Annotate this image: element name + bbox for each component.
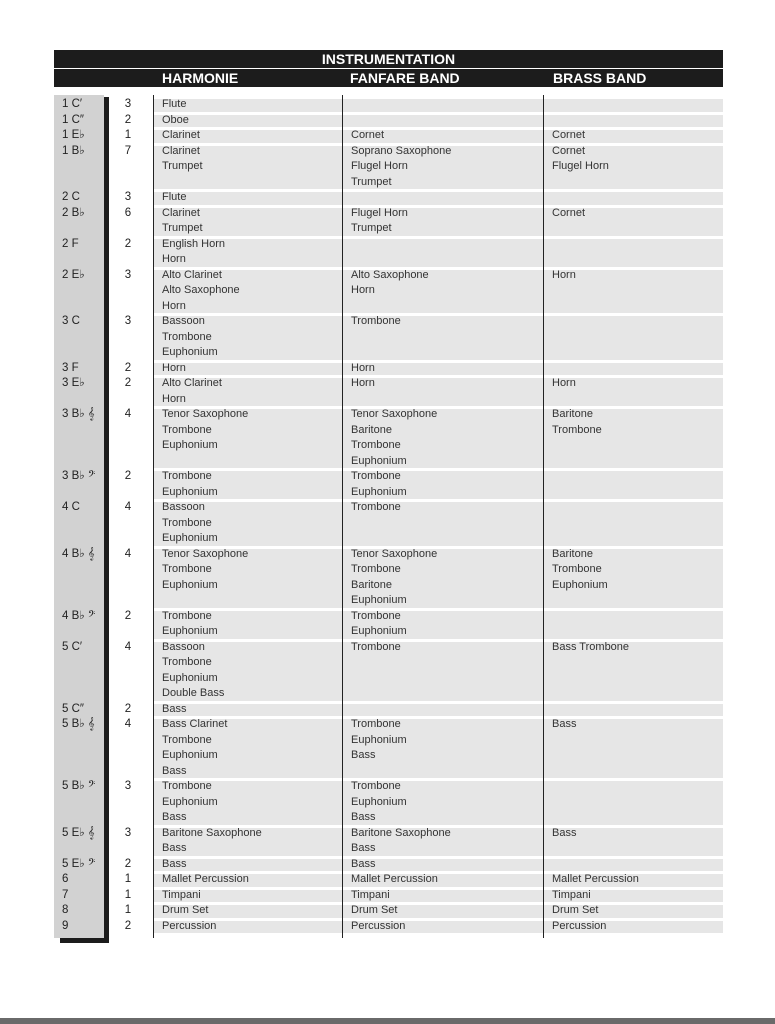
row-count: 3 [124,98,132,110]
cell-harmonie: Horn [162,392,186,405]
cell-fanfare: Trombone [351,718,401,730]
cell-brass: Horn [552,268,576,281]
row-count: 2 [124,919,132,932]
cell-harmonie: Bass Clarinet [162,718,228,730]
cell-harmonie: Alto Clarinet [162,268,222,281]
cell-harmonie: Trumpet [162,160,203,172]
cell-fanfare: Trombone [351,501,401,513]
row-key: 2 F [62,237,79,250]
row-background [154,921,723,934]
row-count: 3 [124,191,132,203]
cell-fanfare: Flugel Horn [351,206,408,219]
cell-harmonie: Clarinet [162,206,200,219]
column-header-fanfare-band: FANFARE BAND [350,70,460,86]
cell-fanfare: Bass [351,749,376,761]
cell-brass: Cornet [552,206,586,219]
cell-harmonie: Bass [162,702,187,715]
column-divider-fanfare [342,95,343,938]
row-key: 2 E♭ [62,268,85,281]
cell-harmonie: Mallet Percussion [162,873,249,885]
row-count: 1 [124,873,132,885]
cell-brass: Cornet [552,129,586,141]
column-header-harmonie: HARMONIE [162,70,239,86]
cell-harmonie: Trombone [162,423,212,436]
row-background [154,719,723,778]
cell-harmonie: Euphonium [162,346,218,358]
row-key: 8 [62,904,69,916]
cell-fanfare: Horn [351,284,375,296]
row-background [154,890,723,903]
cell-harmonie: Trombone [162,330,212,343]
row-background [154,99,723,112]
row-count: 3 [124,826,132,839]
row-background [154,611,723,639]
cell-fanfare: Alto Saxophone [351,268,429,281]
cell-harmonie: Tenor Saxophone [162,547,249,560]
cell-fanfare: Trombone [351,609,401,622]
cell-brass: Drum Set [552,904,599,916]
row-key: 5 B♭ 𝄞 [62,718,95,730]
cell-fanfare: Timpani [351,888,390,901]
row-background [154,363,723,376]
cell-harmonie: Bassoon [162,640,205,653]
cell-harmonie: Bass [162,842,187,854]
row-count: 4 [124,501,132,513]
row-count: 2 [124,857,132,870]
row-count: 3 [124,315,132,327]
row-background [154,642,723,701]
cell-harmonie: Trombone [162,470,212,482]
row-key: 4 B♭ 𝄢 [62,609,96,622]
table-row [0,500,775,547]
cell-harmonie: Oboe [162,113,189,126]
cell-harmonie: Percussion [162,919,217,932]
cell-harmonie: Horn [162,361,186,374]
cell-brass: Bass [552,826,577,839]
cell-harmonie: Trombone [162,563,212,575]
column-divider-brass [543,95,544,938]
row-background [154,130,723,143]
row-background [154,905,723,918]
row-background [154,316,723,360]
cell-fanfare: Euphonium [351,795,407,808]
row-count: 2 [124,377,132,389]
row-count: 2 [124,237,132,250]
row-background [154,502,723,546]
cell-fanfare: Euphonium [351,594,407,606]
cell-harmonie: Bass [162,811,187,823]
table-row [0,128,775,144]
cell-harmonie: Trumpet [162,222,203,234]
table-row [0,97,775,113]
cell-fanfare: Bass [351,842,376,854]
row-background [154,704,723,717]
cell-harmonie: Alto Clarinet [162,377,222,389]
row-key: 6 [62,873,69,885]
row-count: 2 [124,113,132,126]
cell-fanfare: Trombone [351,563,401,575]
table-row [0,206,775,237]
cell-fanfare: Cornet [351,129,385,141]
row-key: 5 C′ [62,640,83,653]
cell-fanfare: Trumpet [351,175,392,188]
cell-brass: Bass [552,718,577,730]
cell-fanfare: Baritone Saxophone [351,826,451,839]
cell-harmonie: Alto Saxophone [162,284,240,296]
row-count: 1 [124,904,132,916]
row-key: 3 C [62,315,80,327]
row-count: 3 [124,268,132,281]
cell-harmonie: Clarinet [162,144,200,157]
row-count: 1 [124,129,132,141]
cell-harmonie: Euphonium [162,795,218,808]
row-count: 4 [124,640,132,653]
cell-brass: Cornet [552,144,586,157]
table-row [0,376,775,407]
cell-brass: Percussion [552,919,607,932]
table-row [0,190,775,206]
table-row [0,361,775,377]
table-row [0,640,775,702]
row-key: 5 B♭ 𝄢 [62,780,96,792]
row-background [154,859,723,872]
row-count: 4 [124,718,132,730]
row-count: 2 [124,470,132,482]
cell-fanfare: Tenor Saxophone [351,408,438,420]
row-key: 4 C [62,501,80,513]
table-row [0,314,775,361]
table-row [0,919,775,935]
cell-fanfare: Trombone [351,470,401,482]
row-key: 1 C″ [62,113,84,126]
row-count: 7 [124,144,132,157]
row-background [154,115,723,128]
table-row [0,237,775,268]
table-row [0,903,775,919]
cell-harmonie: Flute [162,191,187,203]
cell-brass: Trombone [552,563,602,575]
table-row [0,268,775,315]
row-key: 1 E♭ [62,129,85,141]
row-count: 2 [124,702,132,715]
column-divider-harmonie [153,95,154,938]
cell-brass: Euphonium [552,578,608,591]
table-row [0,717,775,779]
cell-harmonie: Bassoon [162,501,205,513]
cell-harmonie: Double Bass [162,687,225,699]
cell-harmonie: Bass [162,764,187,777]
cell-fanfare: Mallet Percussion [351,873,438,885]
cell-harmonie: Horn [162,299,186,312]
cell-harmonie: Tenor Saxophone [162,408,249,420]
table-row [0,547,775,609]
cell-harmonie: Trombone [162,516,212,529]
cell-fanfare: Horn [351,361,375,374]
table-row [0,702,775,718]
cell-harmonie: Horn [162,253,186,265]
cell-fanfare: Trombone [351,640,401,653]
column-header-brass-band: BRASS BAND [553,70,647,86]
row-key: 1 C′ [62,98,83,110]
row-background [154,208,723,236]
row-key: 5 C″ [62,702,84,715]
cell-harmonie: Euphonium [162,749,218,761]
row-key: 7 [62,888,69,901]
cell-harmonie: Trombone [162,780,212,792]
cell-brass: Trombone [552,423,602,436]
cell-fanfare: Bass [351,811,376,823]
row-key: 3 E♭ [62,377,85,389]
row-background [154,471,723,499]
cell-harmonie: Euphonium [162,439,218,451]
cell-harmonie: Euphonium [162,578,218,591]
row-key: 3 F [62,361,79,374]
row-background [154,781,723,825]
table-row [0,857,775,873]
cell-fanfare: Euphonium [351,485,407,498]
cell-fanfare: Euphonium [351,733,407,746]
row-key: 5 E♭ 𝄢 [62,857,96,870]
table-row [0,779,775,826]
cell-harmonie: English Horn [162,237,225,250]
table-row [0,888,775,904]
cell-fanfare: Drum Set [351,904,398,916]
row-key: 4 B♭ 𝄞 [62,547,95,560]
cell-fanfare: Flugel Horn [351,160,408,172]
row-background [154,378,723,406]
cell-harmonie: Trombone [162,609,212,622]
page-bottom-edge [0,1018,775,1024]
row-key: 9 [62,919,69,932]
cell-harmonie: Trombone [162,733,212,746]
cell-harmonie: Euphonium [162,625,218,637]
cell-brass: Baritone [552,547,593,560]
cell-brass: Baritone [552,408,593,420]
cell-fanfare: Percussion [351,919,406,932]
row-key: 3 B♭ 𝄢 [62,470,96,482]
cell-fanfare: Baritone [351,423,392,436]
cell-fanfare: Euphonium [351,625,407,637]
cell-brass: Flugel Horn [552,160,609,172]
cell-harmonie: Flute [162,98,187,110]
row-background [154,192,723,205]
cell-fanfare: Trombone [351,439,401,451]
cell-fanfare: Tenor Saxophone [351,547,438,560]
cell-brass: Mallet Percussion [552,873,639,885]
table-title: INSTRUMENTATION [54,50,723,68]
row-key: 2 C [62,191,80,203]
table-row [0,609,775,640]
cell-fanfare: Trombone [351,315,401,327]
row-count: 1 [124,888,132,901]
row-key: 5 E♭ 𝄞 [62,826,95,839]
cell-fanfare: Trumpet [351,222,392,234]
cell-fanfare: Soprano Saxophone [351,144,452,157]
table-row [0,407,775,469]
table-row [0,872,775,888]
cell-harmonie: Euphonium [162,485,218,498]
cell-fanfare: Baritone [351,578,392,591]
cell-harmonie: Euphonium [162,671,218,684]
cell-fanfare: Trombone [351,780,401,792]
cell-brass: Horn [552,377,576,389]
cell-harmonie: Timpani [162,888,201,901]
row-count: 6 [124,206,132,219]
row-count: 2 [124,609,132,622]
cell-harmonie: Euphonium [162,532,218,544]
row-count: 4 [124,408,132,420]
cell-brass: Timpani [552,888,591,901]
cell-harmonie: Drum Set [162,904,209,916]
table-row [0,144,775,191]
cell-harmonie: Baritone Saxophone [162,826,262,839]
row-count: 2 [124,361,132,374]
row-background [154,239,723,267]
cell-harmonie: Trombone [162,656,212,668]
cell-harmonie: Bassoon [162,315,205,327]
table-row [0,469,775,500]
row-key: 2 B♭ [62,206,85,219]
cell-brass: Bass Trombone [552,640,630,653]
cell-harmonie: Clarinet [162,129,200,141]
row-key: 1 B♭ [62,144,85,157]
row-key: 3 B♭ 𝄞 [62,408,95,420]
table-row [0,113,775,129]
row-count: 4 [124,547,132,560]
row-count: 3 [124,780,132,792]
table-row [0,826,775,857]
cell-harmonie: Bass [162,857,187,870]
cell-fanfare: Bass [351,857,376,870]
cell-fanfare: Euphonium [351,454,407,467]
cell-fanfare: Horn [351,377,375,389]
